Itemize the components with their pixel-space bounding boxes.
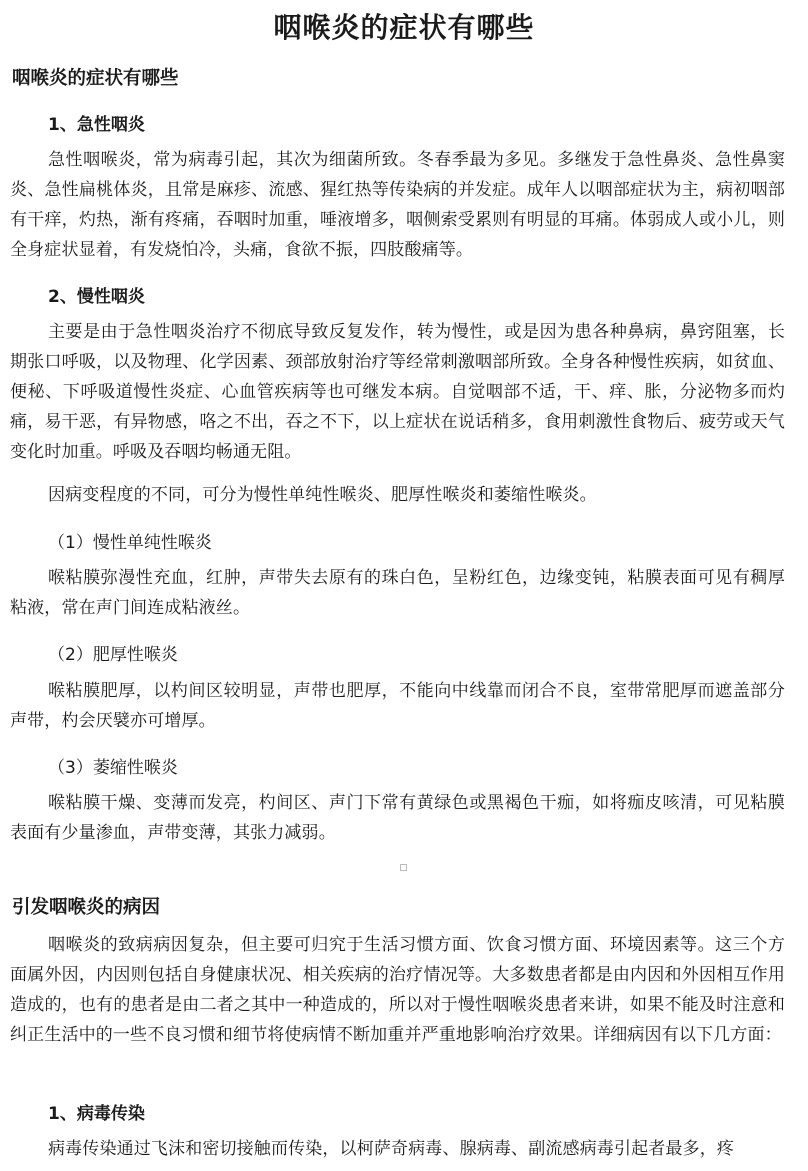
- paragraph-classification: 因病变程度的不同，可分为慢性单纯性喉炎、肥厚性喉炎和萎缩性喉炎。: [48, 485, 597, 505]
- paragraph-atrophic-laryngitis: 喉粘膜干燥、变薄而发亮，杓间区、声门下常有黄绿色或黑褐色干痂，如将痂皮咳清，可见粘膜表面有少量渗血，声带变薄，其张力减弱。: [10, 793, 785, 843]
- paragraph-simple-laryngitis: 喉粘膜弥漫性充血，红肿，声带失去原有的珠白色，呈粉红色，边缘变钝，粘膜表面可见有稠厚粘液，常在声门间连成粘液丝。: [10, 568, 785, 618]
- paragraph-acute-pharyngitis: 急性咽喉炎，常为病毒引起，其次为细菌所致。冬春季最为多见。多继发于急性鼻炎、急性鼻窦炎、急性扁桃体炎，且常是麻疹、流感、猩红热等传染病的并发症。成年人以咽部症状为主，病初咽部有干痒，灼热，渐有疼痛，吞咽时加重，唾液增多，咽侧索受累则有明显的耳痛。体弱成人或小儿，则全身症状显着，有发烧怕冷，头痛，食欲不振，四肢酸痛等。: [10, 150, 785, 260]
- paragraph-hypertrophic-laryngitis: 喉粘膜肥厚，以杓间区较明显，声带也肥厚，不能向中线靠而闭合不良，室带常肥厚而遮盖部分声带，杓会厌襞亦可增厚。: [10, 681, 785, 731]
- image-placeholder-marker: [400, 864, 407, 871]
- subheading-virus-infection: 1、病毒传染: [48, 1104, 145, 1124]
- subheading-atrophic-laryngitis: （3）萎缩性喉炎: [48, 758, 178, 778]
- paragraph-virus-infection: 病毒传染通过飞沫和密切接触而传染，以柯萨奇病毒、腺病毒、副流感病毒引起者最多，疼: [48, 1139, 734, 1159]
- paragraph-causes-intro: 咽喉炎的致病病因复杂，但主要可归究于生活习惯方面、饮食习惯方面、环境因素等。这三个方面属外因，内因则包括自身健康状况、相关疾病的治疗情况等。大多数患者都是由内因和外因相互作用造成的，也有的患者是由二者之其中一种造成的，所以对于慢性咽喉炎患者来讲，如果不能及时注意和纠正生活中的一些不良习惯和细节将使病情不断加重并严重地影响治疗效果。详细病因有以下几方面：: [10, 935, 785, 1045]
- subheading-acute-pharyngitis: 1、急性咽炎: [48, 115, 145, 135]
- subheading-chronic-pharyngitis: 2、慢性咽炎: [48, 287, 145, 307]
- subheading-simple-laryngitis: （1）慢性单纯性喉炎: [48, 533, 212, 553]
- paragraph-chronic-pharyngitis: 主要是由于急性咽炎治疗不彻底导致反复发作，转为慢性，或是因为患各种鼻病，鼻窍阻塞，长期张口呼吸，以及物理、化学因素、颈部放射治疗等经常刺激咽部所致。全身各种慢性疾病，如贫血、便秘、下呼吸道慢性炎症、心血管疾病等也可继发本病。自觉咽部不适，干、痒、胀，分泌物多而灼痛，易干恶，有异物感，咯之不出，吞之不下，以上症状在说话稍多，食用刺激性食物后、疲劳或天气变化时加重。呼吸及吞咽均畅通无阻。: [10, 322, 785, 462]
- document-title: 咽喉炎的症状有哪些: [273, 11, 535, 44]
- section-heading-symptoms: 咽喉炎的症状有哪些: [12, 68, 179, 89]
- section-heading-causes: 引发咽喉炎的病因: [12, 897, 161, 918]
- subheading-hypertrophic-laryngitis: （2）肥厚性喉炎: [48, 645, 178, 665]
